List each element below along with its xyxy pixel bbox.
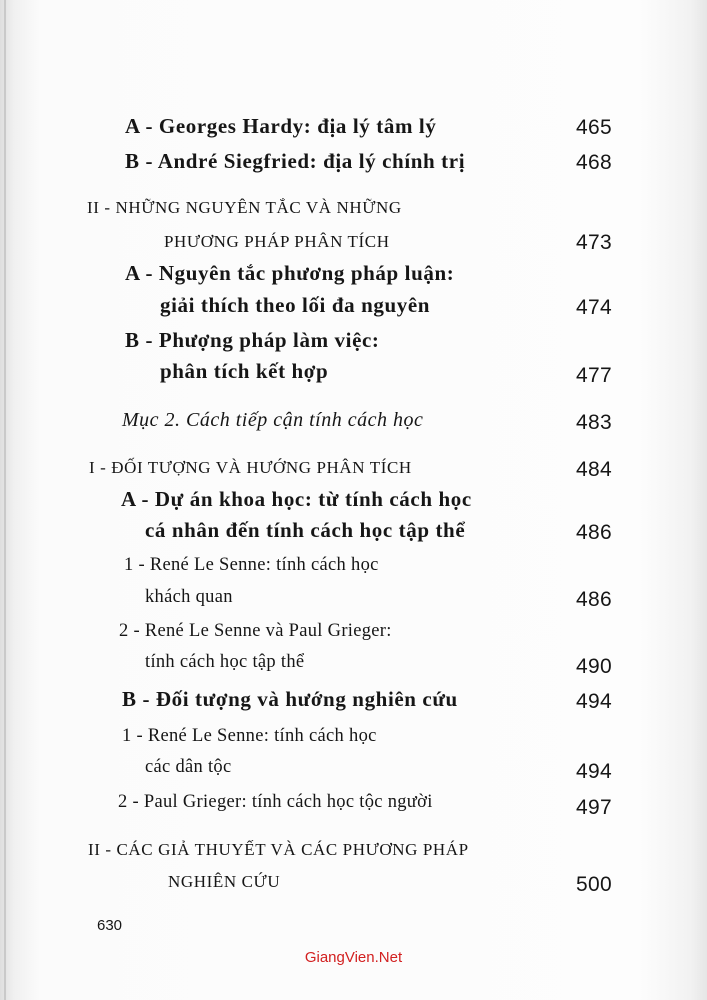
toc-entry-science-project: A - Dự án khoa học: từ tính cách học [121, 487, 472, 511]
watermark: GiangVien.Net [304, 949, 403, 966]
toc-entry-hardy: A - Georges Hardy: địa lý tâm lý [125, 114, 437, 138]
toc-page-science-project: 486 [576, 521, 612, 544]
toc-subentry-le-senne-grieger-cont: tính cách học tập thể [145, 652, 305, 672]
toc-entry-methodology: A - Nguyên tắc phương pháp luận: [125, 261, 455, 285]
toc-entry-research-direction: B - Đối tượng và hướng nghiên cứu [122, 687, 458, 711]
toc-subentry-le-senne-cont: khách quan [145, 587, 233, 607]
page-edge [4, 0, 6, 1000]
toc-page-muc-2: 483 [576, 411, 612, 434]
toc-section-ii-principles: II - NHỮNG NGUYÊN TẮC VÀ NHỮNG [87, 198, 402, 217]
toc-subentry-grieger: 2 - Paul Grieger: tính cách học tộc người [118, 792, 433, 812]
toc-subentry-le-senne: 1 - René Le Senne: tính cách học [124, 555, 379, 575]
toc-page-le-senne: 486 [576, 588, 612, 611]
toc-entry-science-project-cont: cá nhân đến tính cách học tập thể [145, 518, 466, 542]
toc-page-le-senne-grieger: 490 [576, 655, 612, 678]
page-number: 630 [97, 917, 123, 934]
toc-section-ii-principles-cont: PHƯƠNG PHÁP PHÂN TÍCH [164, 232, 390, 251]
toc-entry-working-method: B - Phượng pháp làm việc: [125, 328, 380, 352]
toc-entry-working-method-cont: phân tích kết hợp [160, 359, 329, 383]
toc-section-i-object: I - ĐỐI TƯỢNG VÀ HƯỚNG PHÂN TÍCH [89, 458, 412, 477]
toc-page-section-i: 484 [576, 458, 612, 481]
toc-section-ii-hypotheses: II - CÁC GIẢ THUYẾT VÀ CÁC PHƯƠNG PHÁP [88, 840, 469, 859]
toc-chapter-muc-2: Mục 2. Cách tiếp cận tính cách học [122, 409, 424, 431]
toc-page-siegfried: 468 [576, 151, 612, 174]
toc-page-grieger: 497 [576, 796, 612, 819]
toc-page-methodology: 474 [576, 296, 612, 319]
toc-entry-siegfried: B - André Siegfried: địa lý chính trị [125, 149, 466, 173]
toc-page-le-senne-peoples: 494 [576, 760, 612, 783]
toc-page-section-ii: 473 [576, 231, 612, 254]
toc-page-working-method: 477 [576, 364, 612, 387]
toc-section-ii-hypotheses-cont: NGHIÊN CỨU [168, 872, 281, 891]
toc-entry-methodology-cont: giải thích theo lối đa nguyên [160, 293, 431, 317]
toc-subentry-le-senne-peoples-cont: các dân tộc [145, 757, 232, 777]
toc-page-hypotheses: 500 [576, 873, 612, 896]
toc-subentry-le-senne-peoples: 1 - René Le Senne: tính cách học [122, 726, 377, 746]
toc-subentry-le-senne-grieger: 2 - René Le Senne và Paul Grieger: [119, 621, 392, 641]
toc-page-hardy: 465 [576, 116, 612, 139]
toc-page-research-direction: 494 [576, 690, 612, 713]
